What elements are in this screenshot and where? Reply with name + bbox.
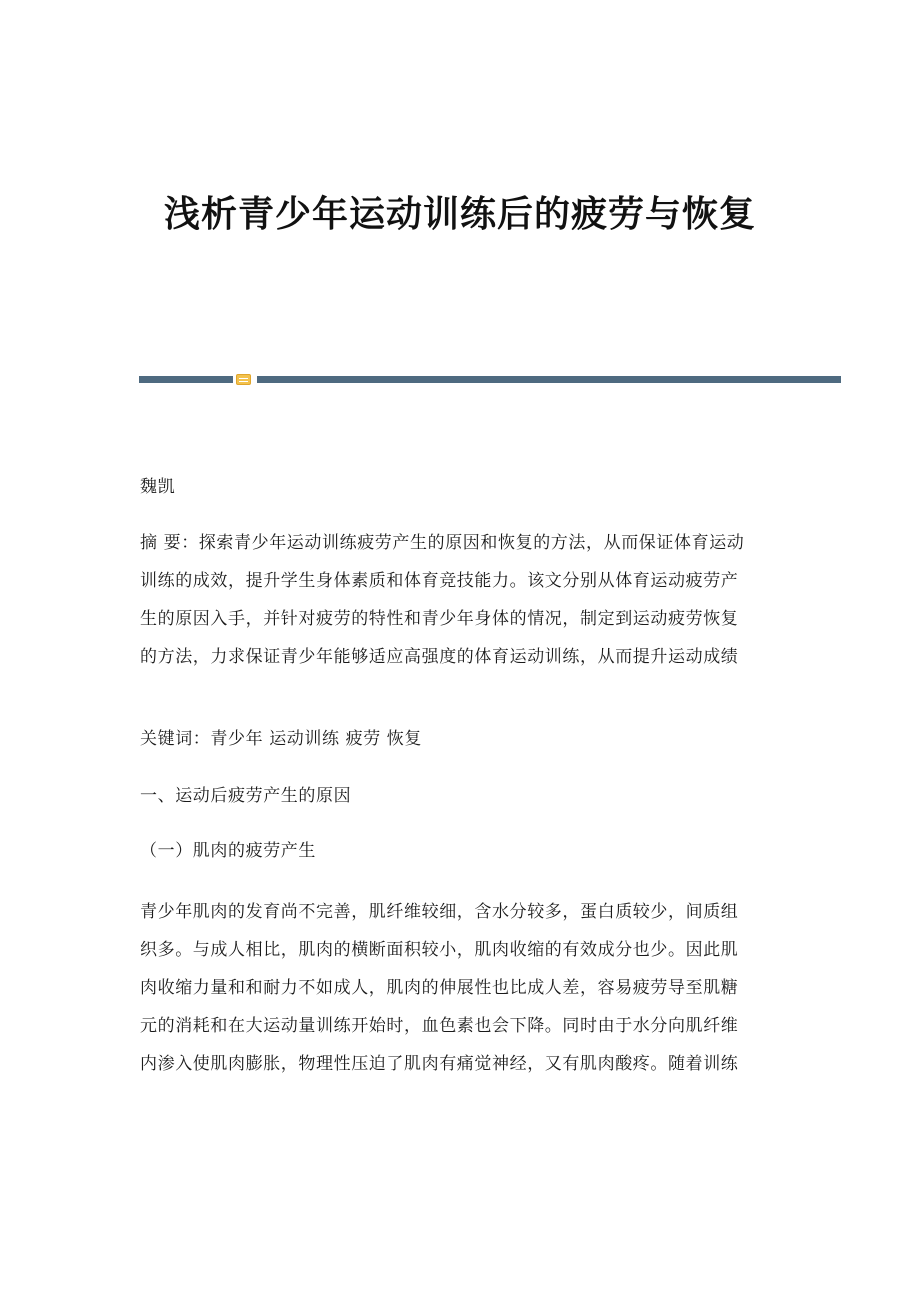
body-line: 元的消耗和在大运动量训练开始时，血色素也会下降。同时由于水分向肌纤维 [140, 1016, 739, 1036]
abstract-paragraph [140, 524, 785, 676]
abstract-line: 的方法，力求保证青少年能够适应高强度的体育运动训练，从而提升运动成绩 [140, 647, 739, 667]
keywords-line: 关键词：青少年 运动训练 疲劳 恢复 [140, 729, 423, 749]
subsection-heading: （一）肌肉的疲劳产生 [140, 841, 316, 861]
body-paragraph [140, 893, 785, 1083]
body-line: 内渗入使肌肉膨胀，物理性压迫了肌肉有痛觉神经，又有肌肉酸疼。随着训练 [140, 1054, 739, 1074]
author-name: 魏凯 [140, 477, 176, 497]
section-heading: 一、运动后疲劳产生的原因 [140, 786, 352, 806]
document-title: 浅析青少年运动训练后的疲劳与恢复 [163, 193, 756, 235]
divider-right-segment [257, 376, 841, 383]
body-line: 织多。与成人相比，肌肉的横断面积较小，肌肉收缩的有效成分也少。因此肌 [140, 940, 739, 960]
divider-left-segment [139, 376, 233, 383]
abstract-line: 训练的成效，提升学生身体素质和体育竞技能力。该文分别从体育运动疲劳产 [140, 571, 739, 591]
abstract-line: 摘 要：探索青少年运动训练疲劳产生的原因和恢复的方法，从而保证体育运动 [140, 533, 745, 553]
body-line: 肉收缩力量和和耐力不如成人，肌肉的伸展性也比成人差，容易疲劳导至肌糖 [140, 978, 739, 998]
title-divider [139, 374, 841, 384]
divider-badge-icon [236, 374, 251, 385]
abstract-line: 生的原因入手，并针对疲劳的特性和青少年身体的情况，制定到运动疲劳恢复 [140, 609, 739, 629]
body-line: 青少年肌肉的发育尚不完善，肌纤维较细，含水分较多，蛋白质较少，间质组 [140, 902, 739, 922]
